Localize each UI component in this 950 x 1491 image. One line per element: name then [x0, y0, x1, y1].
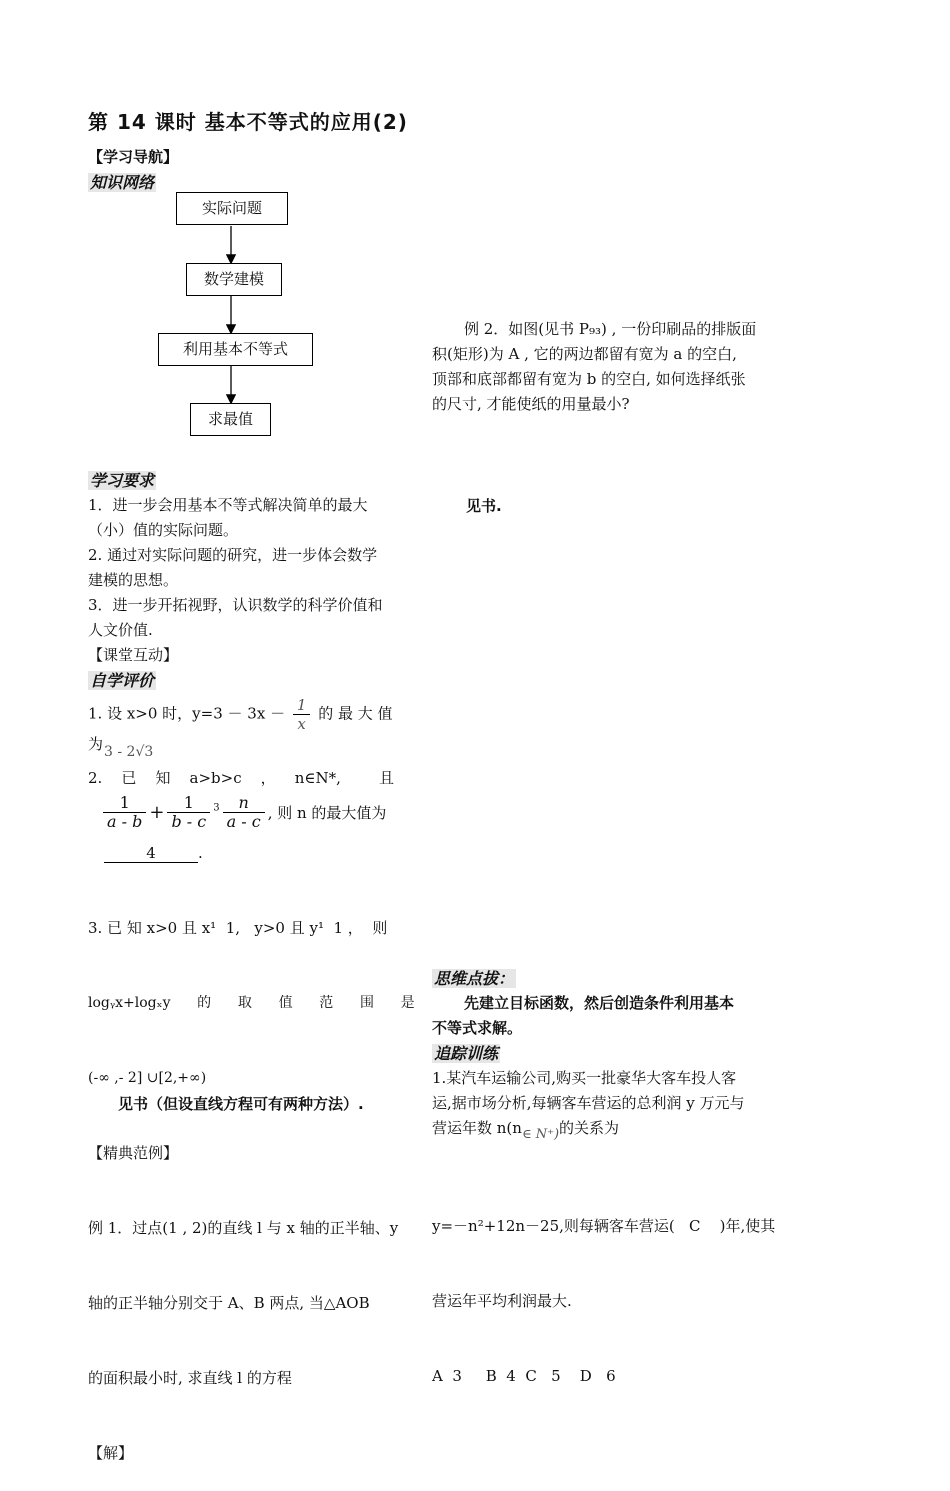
ex2-line2: 积(矩形)为 A , 它的两边都留有宽为 a 的空白, [432, 345, 737, 363]
self-assessment-header: 自学评价 [90, 671, 155, 690]
ex1-answer: 见书（但设直线方程可有两种方法）. [118, 1095, 364, 1113]
q2-frac2-denominator: b - c [171, 812, 207, 831]
req1-line1: 1．进一步会用基本不等式解决简单的最大 [88, 496, 368, 514]
q1-fraction [293, 696, 311, 733]
q2-frac3-numerator: n [223, 794, 265, 813]
q2-plus: + [149, 802, 165, 823]
q2-frac1-denominator: a - b [107, 812, 143, 831]
q3-line1: 3. 已 知 x>0 且 x¹ 1, y>0 且 y¹ 1 ， 则 [88, 919, 388, 937]
ex1-line2: 轴的正半轴分别交于 A、B 两点, 当△AOB [88, 1294, 370, 1312]
tracking-header: 追踪训练 [434, 1044, 499, 1063]
q3-answer: (-∞ ,- 2] ∪[2,+∞) [88, 1070, 207, 1086]
ex1-line1: 例 1．过点(1 , 2)的直线 l 与 x 轴的正半轴、y [88, 1219, 399, 1237]
ex1-line3: 的面积最小时, 求直线 l 的方程 [88, 1369, 292, 1387]
t1-line3-pre: 营运年数 n(n [432, 1119, 522, 1137]
t1-line5: 营运年平均利润最大. [432, 1292, 572, 1310]
flow-box-basic-inequality: 利用基本不等式 [158, 333, 313, 366]
t1-line4: y=－n²+12n－25,则每辆客车营运( C )年,使其 [432, 1217, 776, 1235]
thinking-header: 思维点拔： [434, 969, 515, 988]
q2-answer-line [104, 844, 203, 863]
req3-line2: 人文价值. [88, 621, 153, 639]
t1-options: A 3 B 4 C 5 D 6 [432, 1367, 616, 1385]
ex2-line4: 的尺寸, 才能使纸的用量最小? [432, 395, 630, 413]
q1-frac-numerator: 1 [293, 696, 311, 715]
flow-box-math-modeling: 数学建模 [186, 263, 282, 296]
ex2-line3: 顶部和底部都留有宽为 b 的空白, 如何选择纸张 [432, 370, 746, 388]
q1-text-pre: 1. 设 x>0 时，y=3 － 3x － [88, 704, 286, 723]
class-interaction-header: 【课堂互动】 [88, 646, 179, 664]
q1-text-post: 的 最 大 值 为 [88, 704, 393, 753]
q2-frac1-numerator: 1 [103, 794, 146, 813]
q2-answer-dot: . [198, 844, 203, 862]
q2-line1: 2. 已 知 a>b>c ， n∈N*, 且 [88, 769, 395, 787]
thinking-line2: 不等式求解。 [432, 1019, 523, 1037]
q3-line2: logᵧx+logₓy 的 取 值 范 围 是 [88, 995, 415, 1011]
t1-line2: 运,据市场分析,每辆客车营运的总利润 y 万元与 [432, 1094, 745, 1112]
t1-line1: 1.某汽车运输公司,购买一批豪华大客车投人客 [432, 1069, 737, 1087]
req2-line2: 建模的思想。 [88, 571, 179, 589]
requirements-header: 学习要求 [90, 471, 155, 490]
q1-frac-denominator: x [297, 715, 306, 733]
page-title: 第 14 课时 基本不等式的应用(2) [88, 110, 408, 134]
q2-ge-symbol: 3 [213, 802, 220, 814]
nav-header: 【学习导航】 [88, 148, 179, 166]
q2-expression [100, 794, 404, 840]
q2-fraction-3 [223, 794, 265, 831]
examples-header: 【精典范例】 [88, 1144, 179, 1162]
q1-answer: 3 - 2√3 [104, 744, 154, 760]
ex2-line1: 例 2．如图(见书 P₉₃) , 一份印刷品的排版面 [464, 320, 757, 338]
t1-line3-post: 的关系为 [559, 1119, 620, 1137]
req1-line2: （小）值的实际问题。 [88, 521, 239, 539]
knowledge-network-header: 知识网络 [90, 173, 155, 192]
q2-text-post: , 则 n 的最大值为 [267, 804, 387, 822]
thinking-line1: 先建立目标函数，然后创造条件利用基本 [464, 994, 735, 1012]
q2-fraction-1 [103, 794, 146, 831]
req2-line1: 2. 通过对实际问题的研究，进一步体会数学 [88, 546, 378, 564]
flow-box-find-extremum: 求最值 [190, 403, 271, 436]
q2-frac3-denominator: a - c [226, 812, 261, 831]
q2-answer: 4 [104, 844, 198, 863]
t1-line3 [432, 1116, 778, 1142]
solution-label: 【解】 [88, 1444, 134, 1462]
q2-fraction-2 [167, 794, 210, 831]
ex2-answer: 见书. [466, 497, 502, 515]
flow-box-practical-problem: 实际问题 [176, 192, 288, 225]
t1-set-notation: ∈ N⁺) [521, 1127, 560, 1142]
q2-frac2-numerator: 1 [167, 794, 210, 813]
req3-line1: 3．进一步开拓视野，认识数学的科学价值和 [88, 596, 383, 614]
